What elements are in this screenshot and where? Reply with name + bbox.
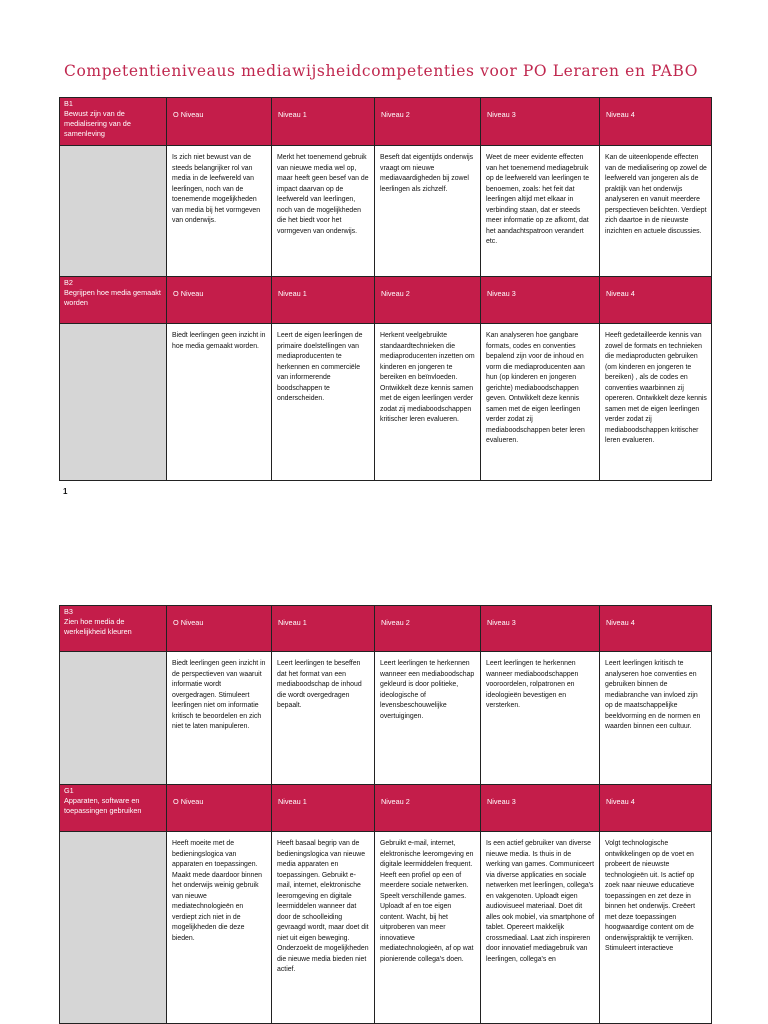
level-header-1: Niveau 1: [272, 98, 375, 146]
level-header-2: Niveau 2: [375, 98, 481, 146]
level-header-0: O Niveau: [167, 98, 272, 146]
competency-name: Apparaten, software en toepassingen gebruiken: [64, 796, 142, 815]
level-description: Is een actief gebruiker van diverse nieuwe media. Is thuis in de werking van games. Communiceert via diverse applicaties en sociale netwerken met leerlingen, collega's en vakgenoten. Uploadt eigen audiovisueel materiaal. Doet dit alles ook mobiel, via smartphone of tablet. Opereert makkelijk crossmediaal. Laat zich inspireren door innovatief mediagebruik van leerlingen, collega's en: [481, 832, 600, 1024]
level-description: Herkent veelgebruikte standaardtechnieken die mediaproducenten inzetten om kinderen en jongeren te bereiken en beïnvloeden. Ontwikkelt deze kennis samen met de eigen leerlingen verder zodat zij mediaboodschappen kritischer leren evalueren.: [375, 324, 481, 481]
competency-header-row: [60, 98, 712, 146]
competency-header-row: [60, 785, 712, 832]
level-header-2: Niveau 2: [375, 606, 481, 652]
level-header-0: O Niveau: [167, 606, 272, 652]
level-header-3: Niveau 3: [481, 277, 600, 324]
competency-code: B3: [64, 607, 73, 616]
competency-body-row: [60, 832, 712, 1024]
competency-code: G1: [64, 786, 74, 795]
page-number: 1: [63, 487, 68, 496]
competency-label-cell: [60, 606, 167, 652]
level-description: Heeft basaal begrip van de bedieningslogica van nieuwe media apparaten en toepassingen. Gebruikt e-mail, internet, elektronische leeromgeving en digitale leermiddelen wanneer dat door de schoolleiding gevraagd wordt, maar doet dit niet uit eigen beweging. Onderzoekt de mogelijkheden die nieuwe media bieden niet actief.: [272, 832, 375, 1024]
level-description: Beseft dat eigentijds onderwijs vraagt om nieuwe mediavaardigheden bij zowel leerlingen als zichzelf.: [375, 146, 481, 277]
level-description: Leert leerlingen te beseffen dat het format van een mediaboodschap de inhoud die wordt overgedragen bepaalt.: [272, 652, 375, 785]
competency-name: Zien hoe media de werkelijkheid kleuren: [64, 617, 132, 636]
competency-table-1: [59, 97, 712, 481]
level-header-0: O Niveau: [167, 785, 272, 832]
grey-spacer-cell: [60, 652, 167, 785]
level-header-2: Niveau 2: [375, 785, 481, 832]
level-header-0: O Niveau: [167, 277, 272, 324]
level-description: Kan de uiteenlopende effecten van de medialisering op zowel de leefwereld van jongeren als de praktijk van het onderwijs analyseren en vanuit meerdere perspectieven belichten. Verdiept zich daartoe in de nieuwste inzichten en actuele discussies.: [600, 146, 712, 277]
level-description: Merkt het toenemend gebruik van nieuwe media wel op, maar heeft geen besef van de impact daarvan op de leefwereld van leerlingen, noch van de mogelijkheden die het biedt voor het vormgeven van onderwijs.: [272, 146, 375, 277]
grey-spacer-cell: [60, 832, 167, 1024]
competency-label-cell: [60, 277, 167, 324]
competency-name: Bewust zijn van de medialisering van de samenleving: [64, 109, 131, 138]
competency-table-2: [59, 605, 712, 1024]
competency-code: B2: [64, 278, 73, 287]
competency-name: Begrijpen hoe media gemaakt worden: [64, 288, 161, 307]
level-description: Weet de meer evidente effecten van het toenemend mediagebruik op de leefwereld van leerlingen te benoemen, zoals: het feit dat leerlingen altijd met elkaar in verbinding staan, dat er steeds meer informatie op ze afkomt, dat het aandachtspatroon verandert etc.: [481, 146, 600, 277]
level-description: Leert leerlingen te herkennen wanneer mediaboodschappen vooroordelen, rolpatronen en ideologieën bevestigen en versterken.: [481, 652, 600, 785]
level-description: Volgt technologische ontwikkelingen op de voet en probeert de nieuwste technologieën uit. Is actief op zoek naar nieuwe educatieve toepassingen en zet deze in binnen het onderwijs. Creëert met deze toepassingen hoogwaardige content om de onderwijspraktijk te verrijken. Stimuleert interactieve: [600, 832, 712, 1024]
competency-label-cell: [60, 98, 167, 146]
level-header-1: Niveau 1: [272, 785, 375, 832]
level-description: Biedt leerlingen geen inzicht in hoe media gemaakt worden.: [167, 324, 272, 481]
level-description: Heeft moeite met de bedieningslogica van apparaten en toepassingen. Maakt mede daardoor binnen het onderwijs weinig gebruik van nieuwe mediatechnologieën en verdiept zich niet in de mogelijkheden die deze bieden.: [167, 832, 272, 1024]
competency-label-cell: [60, 785, 167, 832]
competency-header-row: [60, 277, 712, 324]
competency-body-row: [60, 146, 712, 277]
grey-spacer-cell: [60, 146, 167, 277]
level-header-2: Niveau 2: [375, 277, 481, 324]
document-title: Competentieniveaus mediawijsheidcompetenties voor PO Leraren en PABO: [64, 62, 699, 80]
competency-body-row: [60, 652, 712, 785]
level-header-4: Niveau 4: [600, 606, 712, 652]
level-description: Kan analyseren hoe gangbare formats, codes en conventies bepalend zijn voor de inhoud en vorm die mediaproducenten aan hun (op kinderen en jongeren gerichte) mediaboodschappen geven. Ontwikkelt deze kennis samen met de eigen leerlingen verder zodat zij mediaboodschappen beter leren evalueren.: [481, 324, 600, 481]
level-description: Leert leerlingen te herkennen wanneer een mediaboodschap gekleurd is door politieke, ideologische of levensbeschouwelijke overtuigingen.: [375, 652, 481, 785]
level-header-1: Niveau 1: [272, 606, 375, 652]
level-header-4: Niveau 4: [600, 277, 712, 324]
level-header-3: Niveau 3: [481, 785, 600, 832]
competency-header-row: [60, 606, 712, 652]
level-header-1: Niveau 1: [272, 277, 375, 324]
level-header-4: Niveau 4: [600, 98, 712, 146]
level-description: Leert de eigen leerlingen de primaire doelstellingen van mediaproducenten te herkennen en commerciële van informerende boodschappen te onderscheiden.: [272, 324, 375, 481]
level-description: Biedt leerlingen geen inzicht in de perspectieven van waaruit informatie wordt overgedragen. Stimuleert leerlingen niet om informatie kritisch te beoordelen en zich niet te laten manipuleren.: [167, 652, 272, 785]
level-description: Gebruikt e-mail, internet, elektronische leeromgeving en digitale leermiddelen frequent. Heeft een profiel op een of meerdere sociale netwerken. Speelt verschillende games. Uploadt af en toe eigen content. Wacht, bij het uitproberen van meer innovatieve mediatechnologieën, af op wat pionierende collega's doen.: [375, 832, 481, 1024]
competency-code: B1: [64, 99, 73, 108]
grey-spacer-cell: [60, 324, 167, 481]
level-header-3: Niveau 3: [481, 98, 600, 146]
level-header-4: Niveau 4: [600, 785, 712, 832]
level-header-3: Niveau 3: [481, 606, 600, 652]
level-description: Leert leerlingen kritisch te analyseren hoe conventies en gebruiken binnen de mediabranche van invloed zijn op de maatschappelijke beeldvorming en de normen en waarden binnen een cultuur.: [600, 652, 712, 785]
level-description: Heeft gedetailleerde kennis van zowel de formats en technieken die mediaproducten gebruiken (om kinderen en jongeren te bereiken) , als de codes en conventies waarbinnen zij opereren. Ontwikkelt deze kennis samen met de eigen leerlingen verder zodat zij mediaboodschappen kritischer leren evalueren.: [600, 324, 712, 481]
level-description: Is zich niet bewust van de steeds belangrijker rol van media in de leefwereld van leerlingen, noch van de toenemende mogelijkheden van media bij het vormgeven van onderwijs.: [167, 146, 272, 277]
competency-body-row: [60, 324, 712, 481]
